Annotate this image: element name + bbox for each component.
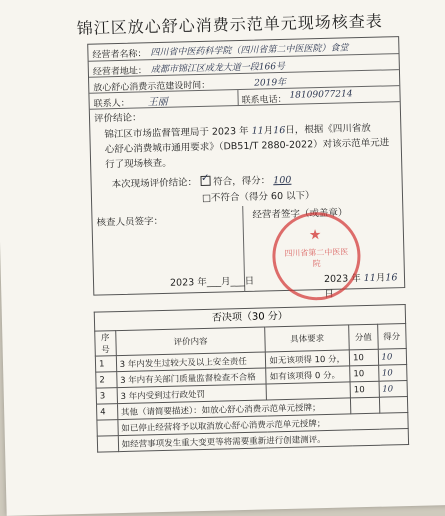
- evaluation-text-2: 心舒心消费城市通用要求》（DB51/T 2880-2022）对该示范单元进: [104, 137, 390, 156]
- veto-header-req: 具体要求: [265, 325, 349, 352]
- row-content: 如经营事项发生重大变更等将需要重新进行创建测评。: [118, 429, 409, 452]
- evaluation-day: 16: [273, 124, 286, 137]
- time-value: 2019年: [254, 77, 287, 89]
- phone-value: 18109077214: [289, 89, 353, 101]
- row-score: 10: [378, 365, 407, 382]
- row-content: 3 年内受到过行政处罚: [117, 384, 267, 404]
- veto-header-val: 分值: [349, 324, 378, 350]
- row-score: 10: [378, 349, 407, 366]
- address-value: 成都市锦江区成龙大道一段166号: [150, 61, 286, 76]
- pass-label: 符合，得分：: [213, 175, 271, 188]
- evaluation-text-1c: 日，根据《四川省放: [285, 122, 371, 136]
- evaluation-text-1: 锦江区市场监督管理局于 2023 年: [104, 125, 249, 141]
- veto-heading: 否决项（30 分）: [94, 304, 406, 331]
- row-no: 1: [95, 356, 116, 373]
- operator-value: 四川省中医药科学院（四川省第二中医医院）食堂: [150, 43, 349, 59]
- row-req: 如有该项得 0 分。: [266, 366, 350, 384]
- evaluation-month: 11: [251, 125, 264, 137]
- pass-checkbox[interactable]: [200, 172, 210, 186]
- contact-value: 王丽: [147, 96, 168, 109]
- seal-text: 四川省第二中医医院: [284, 247, 349, 269]
- row-val: [351, 397, 380, 414]
- operator-label: 经营者名称：: [92, 49, 147, 61]
- score-value: 100: [273, 174, 292, 187]
- row-val: 10: [349, 349, 378, 366]
- inspector-signature-label: 核查人员签字：: [96, 215, 164, 229]
- operator-date-month: 11: [363, 272, 376, 285]
- operator-date-day-suffix: 日: [324, 288, 335, 301]
- evaluation-text-3: 行了现场核查。: [105, 157, 172, 171]
- row-no: 3: [96, 388, 117, 405]
- row-content-extra: 如已停止经营将予以取消放心舒心消费示范单元授牌；: [118, 413, 409, 436]
- row-no: 2: [96, 372, 117, 389]
- row-val: 10: [350, 381, 379, 398]
- row-req: 如无该项得 10 分，: [266, 350, 350, 368]
- result-prefix: 本次现场评价结论：: [111, 177, 198, 191]
- veto-header-content: 评价内容: [115, 327, 265, 356]
- time-label: 放心舒心消费示范建设时间：: [93, 80, 211, 94]
- seal-star-icon: ★: [308, 227, 322, 244]
- row-score: [379, 397, 408, 414]
- contact-label: 联系人：: [93, 98, 130, 110]
- row-content: 其他（请简要描述）：如放心舒心消费示范单元授牌；: [117, 398, 351, 420]
- operator-date-year: 2023 年: [323, 273, 361, 286]
- address-label: 经营者地址：: [92, 66, 148, 78]
- veto-header-score: 得分: [377, 324, 406, 350]
- evaluation-month-suffix: 月: [263, 125, 274, 137]
- veto-section: [94, 304, 409, 453]
- operator-signature-label: 经营者签字（或盖章）: [252, 207, 348, 221]
- fail-option: □不符合（得分 60 以下）: [201, 190, 315, 204]
- row-no-extra: [97, 436, 118, 453]
- row-val: 10: [350, 365, 379, 382]
- contact-divider: [237, 90, 238, 106]
- row-no: [97, 420, 118, 437]
- operator-date-day: 16: [385, 272, 398, 284]
- checkmark-icon: ✓: [200, 172, 210, 184]
- veto-header-no: 序号: [95, 331, 116, 356]
- inspector-date: 2023 年___月___日: [169, 275, 255, 289]
- evaluation-paragraph: [104, 120, 395, 172]
- evaluation-heading: 评价结论：: [93, 112, 142, 125]
- row-no: 4: [97, 404, 118, 421]
- form-title: 锦江区放心舒心消费示范单元现场核查表: [76, 11, 383, 38]
- phone-label: 联系电话：: [241, 94, 287, 106]
- row-score: 10: [379, 381, 408, 398]
- operator-date-month-suffix: 月: [375, 272, 386, 284]
- veto-table: [94, 323, 409, 453]
- row-content: 3 年内有关部门质量监督检查不合格: [116, 368, 266, 388]
- row-content: 3 年内发生过较大及以上安全责任: [116, 352, 266, 372]
